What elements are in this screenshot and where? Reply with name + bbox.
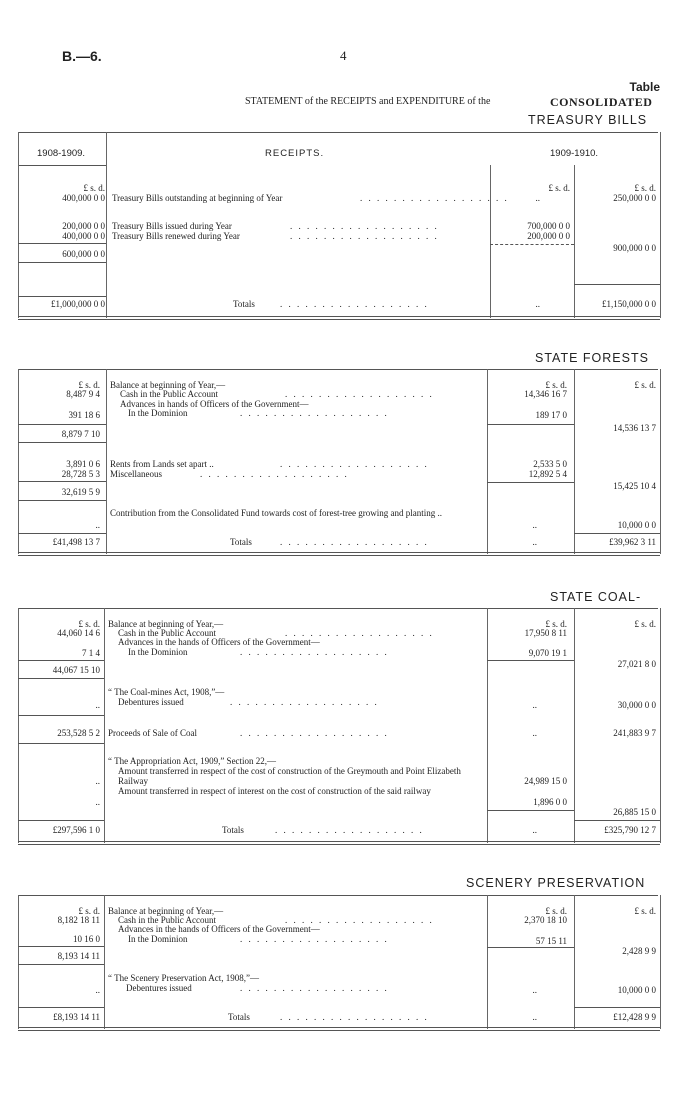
sp-row-inner: .. [532,985,537,995]
sc-money-hdr-outer: £ s. d. [634,619,656,629]
sf-total-left: £41,498 13 7 [52,537,100,547]
sc-title: STATE COAL- [550,590,642,604]
sp-row-text: Advances in the hands of Officers of the Government— [118,924,320,934]
table-label: Table [629,80,660,94]
sf-row-text: Rents from Lands set apart .. [110,459,214,469]
tb-total-outer: £1,150,000 0 0 [602,299,656,309]
sp-total-outer: £12,428 9 9 [613,1012,656,1022]
sf-money-hdr-left: £ s. d. [78,380,100,390]
sc-row-text: “ The Appropriation Act, 1909,” Section 22,— [108,756,277,766]
sf-row-inner: .. [532,520,537,530]
sp-row-left: .. [95,985,100,995]
sc-row-left: 44,067 15 10 [52,665,100,675]
sp-money-hdr-outer: £ s. d. [634,906,656,916]
sp-row-outer: 10,000 0 0 [617,985,656,995]
sc-row-inner: 1,896 0 0 [533,797,567,807]
sc-money-hdr-inner: £ s. d. [545,619,567,629]
sp-row-outer: 2,428 9 9 [622,946,656,956]
sc-row-text: Cash in the Public Account [118,628,216,638]
sc-row-left: .. [95,776,100,786]
sf-money-hdr-outer: £ s. d. [634,380,656,390]
sf-total-outer: £39,962 3 11 [609,537,656,547]
statement-prefix: STATEMENT of the RECEIPTS and EXPENDITURE of the [245,96,491,107]
tb-row-outer: 250,000 0 0 [613,193,656,203]
tb-row-text: Treasury Bills issued during Year [112,221,232,231]
sp-row-left: 8,193 14 11 [57,951,100,961]
leader-dots: . . . . . . . . . . . . . . . . . . [285,389,434,399]
sp-total-inner: .. [532,1012,537,1022]
sf-row-outer: 14,536 13 7 [613,423,656,433]
sc-row-text: Proceeds of Sale of Coal [108,728,197,738]
sc-row-inner: 17,950 8 11 [524,628,567,638]
leader-dots: . . . . . . . . . . . . . . . . . . [285,628,434,638]
sp-row-left: 8,182 18 11 [57,915,100,925]
sp-row-inner: 2,370 18 10 [524,915,567,925]
statement-bold: CONSOLIDATED [550,95,653,109]
leader-dots: . . . . . . . . . . . . . . . . . . [240,934,389,944]
tb-title: TREASURY BILLS [528,113,648,127]
sf-row-text: Balance at beginning of Year,— [110,380,226,390]
sf-row-outer: 15,425 10 4 [613,481,656,491]
sp-row-text: Balance at beginning of Year,— [108,906,224,916]
sf-row-left: 8,879 7 10 [61,429,100,439]
sp-money-hdr-inner: £ s. d. [545,906,567,916]
sf-total-label: Totals [230,537,252,547]
sc-row-left: 7 1 4 [82,648,100,658]
tb-col-right: 1909-1910. [550,148,599,159]
page-number: 4 [340,48,347,63]
sf-row-left: 32,619 5 9 [61,487,100,497]
sc-money-hdr-left: £ s. d. [78,619,100,629]
leader-dots: . . . . . . . . . . . . . . . . . . [360,193,509,203]
sf-row-inner: 189 17 0 [535,410,567,420]
sp-row-inner: 57 15 11 [535,936,567,946]
tb-total-inner: .. [535,299,540,309]
sp-total-label: Totals [228,1012,250,1022]
leader-dots: . . . . . . . . . . . . . . . . . . [280,1012,429,1022]
sf-row-text: Advances in hands of Officers of the Government— [120,399,309,409]
sc-row-outer: 241,883 9 7 [613,728,656,738]
tb-money-hdr-outer: £ s. d. [634,183,656,193]
sc-row-left: .. [95,797,100,807]
leader-dots: . . . . . . . . . . . . . . . . . . [230,697,379,707]
sf-row-text: Miscellaneous [110,469,162,479]
sc-total-left: £297,596 1 0 [52,825,100,835]
sf-row-inner: 2,533 5 0 [533,459,567,469]
sf-row-outer: 10,000 0 0 [617,520,656,530]
tb-money-hdr-left: £ s. d. [83,183,105,193]
tb-total-left: £1,000,000 0 0 [51,299,105,309]
sp-total-left: £8,193 14 11 [53,1012,100,1022]
tb-row-outer: 900,000 0 0 [613,243,656,253]
leader-dots: . . . . . . . . . . . . . . . . . . [280,537,429,547]
tb-row-text: Treasury Bills outstanding at beginning of Year [112,193,283,203]
tb-row-left: 600,000 0 0 [62,249,105,259]
tb-row-left: 200,000 0 0 [62,221,105,231]
sp-money-hdr-left: £ s. d. [78,906,100,916]
sc-row-text: In the Dominion [128,647,188,657]
sc-row-text: “ The Coal-mines Act, 1908,”— [108,687,225,697]
sf-row-text: Cash in the Public Account [120,389,218,399]
tb-col-mid: RECEIPTS. [265,148,325,159]
tb-row-inner: 700,000 0 0 [527,221,570,231]
sf-title: STATE FORESTS [535,351,649,365]
sf-row-left: 28,728 5 3 [61,469,100,479]
sc-row-outer: 30,000 0 0 [617,700,656,710]
sp-row-text: “ The Scenery Preservation Act, 1908,”— [108,973,260,983]
sc-total-inner: .. [532,825,537,835]
sf-row-inner: 12,892 5 4 [528,469,567,479]
sf-row-text: In the Dominion [128,408,188,418]
sc-row-outer: 26,885 15 0 [613,807,656,817]
sp-row-text: In the Dominion [128,934,188,944]
leader-dots: . . . . . . . . . . . . . . . . . . [280,459,429,469]
sf-money-hdr-inner: £ s. d. [545,380,567,390]
leader-dots: . . . . . . . . . . . . . . . . . . [275,825,424,835]
sc-total-outer: £325,790 12 7 [604,825,656,835]
sc-row-sub: Debentures issued [118,697,184,707]
leader-dots: . . . . . . . . . . . . . . . . . . [200,469,349,479]
sc-row-inner: .. [532,700,537,710]
sp-title: SCENERY PRESERVATION [466,876,646,890]
tb-top-rule [18,132,658,133]
sc-total-label: Totals [222,825,244,835]
sc-row-text: Amount transferred in respect of the cost of construction of the Greymouth and Point Elizabeth Railway [118,766,461,786]
sc-row-left: 253,528 5 2 [57,728,100,738]
tb-row-inner: .. [535,193,540,203]
sf-total-inner: .. [532,537,537,547]
sc-row-text: Amount transferred in respect of interest on the cost of construction of the said railway [118,786,431,796]
sp-row-left: 10 16 0 [73,934,100,944]
sf-row-inner: 14,346 16 7 [524,389,567,399]
sf-row-left: .. [95,520,100,530]
tb-money-hdr-inner: £ s. d. [548,183,570,193]
leader-dots: . . . . . . . . . . . . . . . . . . [280,299,429,309]
tb-row-inner: 200,000 0 0 [527,231,570,241]
tb-row-left: 400,000 0 0 [62,231,105,241]
tb-col-left: 1908-1909. [37,148,86,159]
sf-row-text: Contribution from the Consolidated Fund towards cost of forest-tree growing and planting .. [110,508,442,518]
sc-row-inner: .. [532,728,537,738]
sp-row-sub: Debentures issued [126,983,192,993]
sc-row-inner: 24,989 15 0 [524,776,567,786]
tb-row-text: Treasury Bills renewed during Year [112,231,240,241]
sf-row-left: 8,487 9 4 [66,389,100,399]
sc-row-text: Advances in the hands of Officers of the Government— [118,637,320,647]
tb-row-left: 400,000 0 0 [62,193,105,203]
leader-dots: . . . . . . . . . . . . . . . . . . [240,728,389,738]
sc-row-left: .. [95,700,100,710]
leader-dots: . . . . . . . . . . . . . . . . . . [290,231,439,241]
tb-total-label: Totals [233,299,255,309]
leader-dots: . . . . . . . . . . . . . . . . . . [240,647,389,657]
sc-row-text: Balance at beginning of Year,— [108,619,224,629]
leader-dots: . . . . . . . . . . . . . . . . . . [240,983,389,993]
sf-row-left: 3,891 0 6 [66,459,100,469]
sc-row-inner: 9,070 19 1 [528,648,567,658]
leader-dots: . . . . . . . . . . . . . . . . . . [290,221,439,231]
page-ref: B.—6. [62,48,102,64]
leader-dots: . . . . . . . . . . . . . . . . . . [285,915,434,925]
sf-row-left: 391 18 6 [68,410,100,420]
leader-dots: . . . . . . . . . . . . . . . . . . [240,408,389,418]
sc-row-outer: 27,021 8 0 [617,659,656,669]
sc-row-left: 44,060 14 6 [57,628,100,638]
sp-row-text: Cash in the Public Account [118,915,216,925]
